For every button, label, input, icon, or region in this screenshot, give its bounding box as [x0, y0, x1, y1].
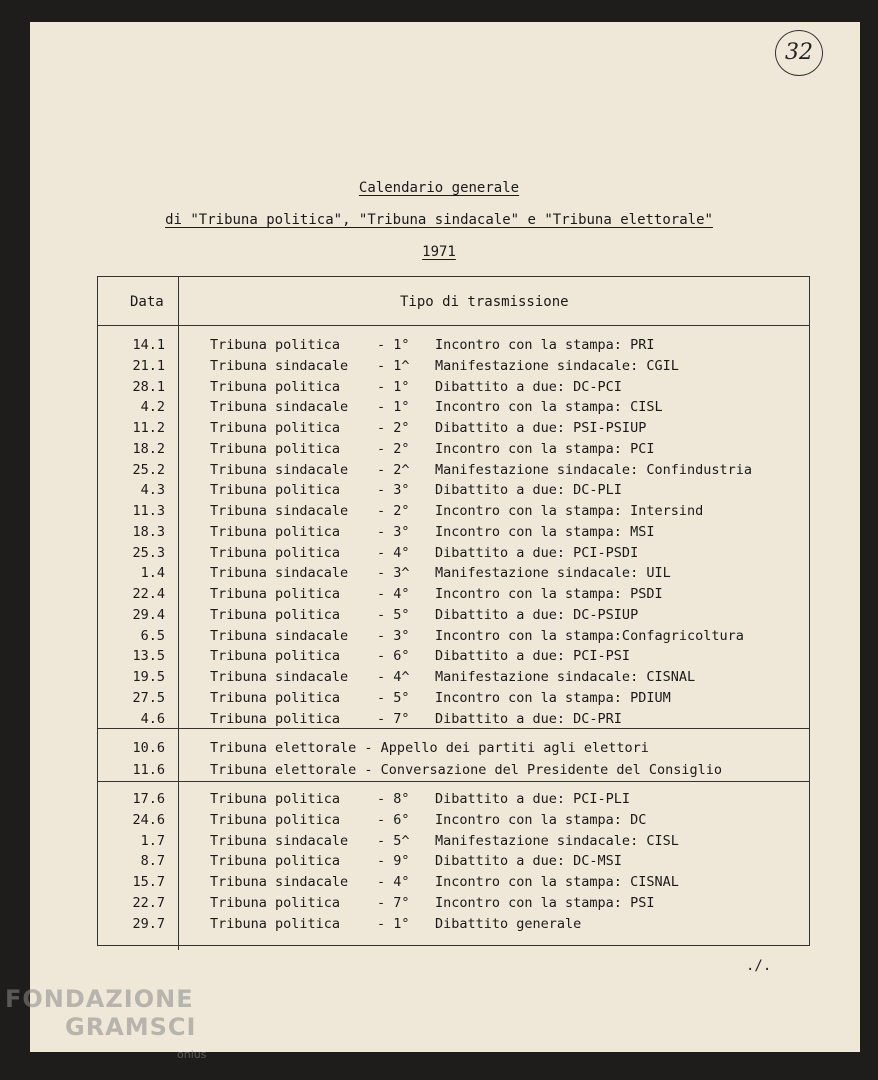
document-year: 1971 — [422, 244, 456, 260]
row-programme: Tribuna politica — [210, 710, 341, 727]
row-date: 6.5 — [140, 627, 165, 644]
row-number: - 4° — [377, 586, 410, 602]
row-date: 18.2 — [132, 440, 165, 457]
row-number: - 1° — [377, 915, 410, 932]
row-programme: Tribuna politica — [210, 791, 341, 807]
row-date: 18.3 — [132, 523, 165, 540]
row-number: - 8° — [377, 791, 410, 807]
row-programme: Tribuna politica — [210, 440, 341, 457]
row-programme: Tribuna politica — [210, 482, 341, 499]
watermark-logo: FONDAZIONE GRAMSCI onlus — [5, 985, 207, 1061]
row-number: - 6° — [377, 811, 410, 828]
row-description: Manifestazione sindacale: Confindustria — [435, 461, 752, 478]
row-description: Manifestazione sindacale: UIL — [435, 565, 671, 582]
row-number: - 7° — [377, 894, 410, 911]
row-programme: Tribuna politica — [210, 523, 341, 540]
page-number: 32 — [775, 30, 823, 76]
row-description: Manifestazione sindacale: CISL — [435, 832, 679, 849]
document-subtitle: di "Tribuna politica", "Tribuna sindacale" e "Tribuna elettorale" — [165, 212, 713, 228]
row-date: 28.1 — [132, 378, 165, 395]
row-number: - 2° — [377, 503, 410, 519]
row-date: 24.6 — [132, 811, 165, 828]
row-description: Dibattito a due: DC-PLI — [435, 482, 622, 499]
row-date: 4.2 — [140, 399, 165, 416]
row-programme: Tribuna politica — [210, 544, 341, 561]
row-description: Dibattito a due: PCI-PSDI — [435, 544, 639, 561]
row-description: Dibattito a due: DC-PSIUP — [435, 606, 639, 623]
row-number: - 4° — [377, 544, 410, 561]
row-programme: Tribuna sindacale — [210, 399, 349, 416]
row-programme: Tribuna politica — [210, 586, 341, 602]
row-description: Manifestazione sindacale: CGIL — [435, 357, 679, 374]
row-text: Tribuna elettorale - Conversazione del Presidente del Consiglio — [210, 761, 723, 778]
header-data: Data — [130, 294, 164, 310]
row-number: - 6° — [377, 648, 410, 665]
row-number: - 3^ — [377, 565, 410, 582]
row-date: 1.4 — [140, 565, 165, 582]
row-date: 22.4 — [132, 586, 165, 602]
row-programme: Tribuna politica — [210, 606, 341, 623]
row-description: Incontro con la stampa: CISL — [435, 399, 663, 416]
row-number: - 5° — [377, 689, 410, 706]
row-programme: Tribuna sindacale — [210, 669, 349, 685]
row-date: 1.7 — [140, 832, 165, 849]
row-number: - 2° — [377, 420, 410, 436]
row-date: 29.4 — [132, 606, 165, 623]
row-date: 17.6 — [132, 791, 165, 807]
row-date: 22.7 — [132, 894, 165, 911]
row-number: - 1° — [377, 399, 410, 416]
row-description: Dibattito a due: DC-PRI — [435, 710, 622, 727]
row-description: Incontro con la stampa: PCI — [435, 440, 655, 457]
row-programme: Tribuna sindacale — [210, 357, 349, 374]
row-date: 21.1 — [132, 357, 165, 374]
row-number: - 7° — [377, 710, 410, 727]
row-date: 11.6 — [132, 761, 165, 778]
row-programme: Tribuna politica — [210, 337, 341, 353]
row-number: - 1° — [377, 378, 410, 395]
document-title: Calendario generale — [358, 180, 520, 196]
header-tipo: Tipo di trasmissione — [400, 294, 569, 310]
row-date: 14.1 — [132, 337, 165, 353]
header-divider — [97, 325, 810, 326]
row-description: Incontro con la stampa: PSI — [435, 894, 655, 911]
row-programme: Tribuna sindacale — [210, 461, 349, 478]
row-description: Incontro con la stampa: Intersind — [435, 503, 704, 519]
row-description: Incontro con la stampa: DC — [435, 811, 647, 828]
row-programme: Tribuna politica — [210, 648, 341, 665]
row-programme: Tribuna politica — [210, 811, 341, 828]
row-programme: Tribuna politica — [210, 420, 341, 436]
row-date: 10.6 — [132, 740, 165, 756]
row-number: - 5^ — [377, 832, 410, 849]
section-divider-1 — [97, 728, 810, 729]
section-divider-2 — [97, 781, 810, 782]
row-date: 4.6 — [140, 710, 165, 727]
row-number: - 2° — [377, 440, 410, 457]
row-description: Dibattito a due: PSI-PSIUP — [435, 420, 647, 436]
row-date: 29.7 — [132, 915, 165, 932]
row-programme: Tribuna sindacale — [210, 503, 349, 519]
row-description: Incontro con la stampa: MSI — [435, 523, 655, 540]
row-number: - 3° — [377, 523, 410, 540]
row-programme: Tribuna sindacale — [210, 874, 349, 890]
row-date: 19.5 — [132, 669, 165, 685]
row-number: - 4^ — [377, 669, 410, 685]
row-description: Incontro con la stampa: PSDI — [435, 586, 663, 602]
row-date: 27.5 — [132, 689, 165, 706]
row-date: 25.2 — [132, 461, 165, 478]
continuation-mark: ./. — [746, 958, 772, 974]
row-description: Dibattito generale — [435, 915, 582, 932]
row-number: - 3° — [377, 627, 410, 644]
row-description: Manifestazione sindacale: CISNAL — [435, 669, 696, 685]
row-number: - 1^ — [377, 357, 410, 374]
row-description: Incontro con la stampa: PRI — [435, 337, 655, 353]
row-date: 11.2 — [132, 420, 165, 436]
row-description: Dibattito a due: PCI-PLI — [435, 791, 631, 807]
row-description: Incontro con la stampa: CISNAL — [435, 874, 679, 890]
row-description: Incontro con la stampa:Confagricoltura — [435, 627, 744, 644]
row-number: - 1° — [377, 337, 410, 353]
row-description: Incontro con la stampa: PDIUM — [435, 689, 671, 706]
row-number: - 3° — [377, 482, 410, 499]
row-number: - 9° — [377, 853, 410, 870]
row-programme: Tribuna politica — [210, 915, 341, 932]
row-description: Dibattito a due: DC-PCI — [435, 378, 622, 395]
row-date: 8.7 — [140, 853, 165, 870]
row-programme: Tribuna politica — [210, 378, 341, 395]
row-date: 15.7 — [132, 874, 165, 890]
row-number: - 5° — [377, 606, 410, 623]
row-date: 13.5 — [132, 648, 165, 665]
row-programme: Tribuna politica — [210, 853, 341, 870]
row-description: Dibattito a due: PCI-PSI — [435, 648, 631, 665]
row-date: 4.3 — [140, 482, 165, 499]
row-date: 11.3 — [132, 503, 165, 519]
row-programme: Tribuna sindacale — [210, 627, 349, 644]
column-divider — [178, 276, 179, 950]
row-description: Dibattito a due: DC-MSI — [435, 853, 622, 870]
row-number: - 4° — [377, 874, 410, 890]
row-programme: Tribuna politica — [210, 894, 341, 911]
row-programme: Tribuna politica — [210, 689, 341, 706]
row-text: Tribuna elettorale - Appello dei partiti agli elettori — [210, 740, 649, 756]
row-number: - 2^ — [377, 461, 410, 478]
row-programme: Tribuna sindacale — [210, 565, 349, 582]
row-programme: Tribuna sindacale — [210, 832, 349, 849]
row-date: 25.3 — [132, 544, 165, 561]
